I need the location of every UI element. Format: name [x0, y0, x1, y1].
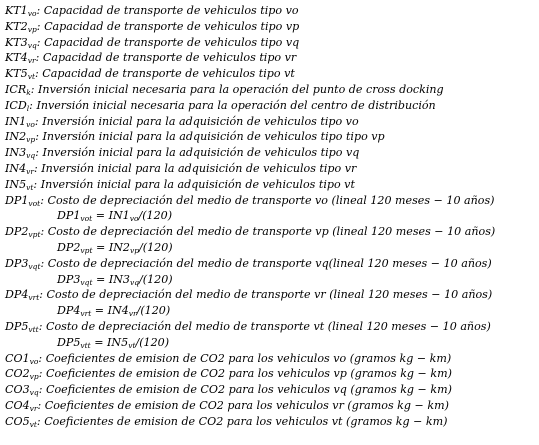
definition-line — [5, 399, 449, 412]
separator: : — [33, 162, 42, 175]
separator: : — [30, 83, 39, 96]
separator: : — [38, 351, 46, 365]
definition-text: Coeficientes de emision de CO2 para los vehiculos vq (gramos kg − km) — [45, 383, 452, 397]
separator: : — [40, 193, 48, 207]
operand-subscript: vq — [130, 277, 140, 287]
definition-text: Inversión inicial para la adquisición de vehiculos tipo vo — [42, 114, 359, 128]
variable-subscript: vp — [26, 135, 36, 145]
variable-symbol: ICR — [5, 83, 27, 96]
variable-subscript: vrt — [80, 309, 92, 319]
definition-line — [5, 83, 444, 96]
separator: = — [90, 335, 108, 349]
variable-subscript: vr — [27, 56, 36, 66]
definition-text: Inversión inicial para la adquisición de vehiculos tipo vt — [40, 177, 355, 191]
variable-subscript: k — [26, 88, 31, 97]
variable-symbol: DP1 — [5, 193, 29, 207]
definition-line — [5, 146, 359, 159]
variable-subscript: vq — [27, 40, 37, 50]
variable-symbol: DP1 — [57, 209, 81, 223]
variable-symbol: IN3 — [5, 146, 27, 160]
separator: = — [92, 241, 109, 254]
definition-line — [5, 288, 492, 301]
definition-text: Capacidad de transporte de vehiculos tipo vt — [42, 67, 295, 81]
variable-symbol: DP2 — [5, 225, 29, 239]
separator: = — [92, 209, 109, 223]
definition-line — [5, 352, 451, 365]
variable-symbol: DP3 — [5, 256, 29, 270]
definition-text: Coeficientes de emision de CO2 para los vehiculos vp (gramos kg − km) — [45, 367, 452, 381]
definition-line — [5, 367, 452, 380]
separator: : — [36, 414, 45, 428]
variable-subscript: vot — [28, 198, 41, 208]
definition-text: Coeficientes de emision de CO2 para los vehiculos vt (gramos kg − km) — [44, 414, 448, 428]
variable-subscript: vr — [29, 404, 38, 413]
operand-subscript: vp — [130, 246, 140, 255]
variable-symbol: KT2 — [5, 19, 28, 33]
separator: : — [33, 177, 41, 191]
variable-symbol: ICD — [5, 98, 27, 112]
variable-symbol: KT1 — [5, 4, 28, 17]
separator: : — [38, 320, 46, 333]
definition-line — [5, 67, 295, 80]
formula-divisor: /(120) — [135, 335, 170, 349]
definition-text: Inversión inicial necesaria para la operación del punto de cross docking — [38, 83, 444, 96]
variable-subscript: vp — [29, 372, 39, 382]
variable-subscript: vqt — [28, 261, 41, 271]
definition-text: Costo de depreciación del medio de transporte vp (lineal 120 meses − 10 años) — [47, 225, 496, 239]
definition-line — [5, 4, 299, 17]
definition-text: Capacidad de transporte de vehiculos tipo vo — [43, 4, 299, 17]
separator: : — [29, 98, 37, 112]
variable-subscript: vtt — [28, 325, 39, 334]
variable-symbol: DP2 — [57, 241, 81, 254]
variable-symbol: KT5 — [5, 67, 28, 81]
separator: : — [36, 35, 45, 49]
definition-line — [5, 320, 491, 333]
formula-operand: IN1 — [108, 209, 130, 223]
variable-symbol: CO5 — [5, 414, 30, 428]
definition-line — [5, 415, 448, 428]
variable-symbol: CO4 — [5, 399, 30, 412]
definition-line — [5, 36, 299, 49]
variable-subscript: vt — [27, 72, 36, 82]
definition-text: Costo de depreciación del medio de transporte vr (lineal 120 meses − 10 años) — [46, 288, 493, 302]
variable-subscript: vot — [80, 214, 93, 224]
definition-line — [5, 257, 492, 270]
definition-text: Inversión inicial necesaria para la operación del centro de distribución — [36, 98, 436, 112]
separator: = — [92, 272, 109, 286]
separator: : — [36, 19, 45, 33]
operand-subscript: vt — [128, 340, 136, 350]
separator: : — [39, 288, 47, 302]
separator: : — [35, 146, 43, 160]
definition-line — [5, 162, 356, 175]
formula-divisor: /(120) — [139, 272, 173, 286]
definition-line — [5, 225, 495, 238]
variable-symbol: CO2 — [5, 367, 30, 381]
definition-text: Capacidad de transporte de vehiculos tipo vr — [42, 51, 297, 65]
variable-subscript: vo — [27, 9, 37, 18]
definition-text: Coeficientes de emision de CO2 para los vehiculos vo (gramos kg − km) — [45, 351, 452, 365]
variable-symbol: IN5 — [5, 177, 27, 191]
variable-subscript: vt — [26, 182, 34, 192]
variable-subscript: vq — [26, 151, 36, 161]
formula-line — [57, 241, 173, 254]
variable-symbol: KT3 — [5, 35, 28, 49]
formula-operand: IN2 — [108, 241, 130, 254]
separator: : — [35, 130, 43, 144]
definition-text: Costo de depreciación del medio de transporte vq(lineal 120 meses − 10 años) — [47, 256, 492, 270]
variable-subscript: vt — [29, 419, 37, 429]
formula-divisor: /(120) — [136, 304, 171, 318]
separator: : — [37, 399, 45, 412]
definition-text: Coeficientes de emision de CO2 para los vehiculos vr (gramos kg − km) — [44, 399, 449, 412]
variable-symbol: IN2 — [5, 130, 27, 144]
formula-line — [57, 273, 173, 286]
formula-line — [57, 304, 170, 317]
definition-text: Capacidad de transporte de vehiculos tipo vq — [44, 35, 300, 49]
formula-operand: IN4 — [107, 304, 129, 318]
separator: : — [40, 225, 48, 239]
variable-symbol: CO3 — [5, 383, 30, 397]
definition-line — [5, 178, 355, 191]
definition-text: Inversión inicial para la adquisición de vehiculos tipo vr — [41, 162, 357, 175]
separator: = — [91, 304, 108, 318]
operand-subscript: vr — [128, 309, 137, 319]
formula-line — [57, 336, 169, 349]
definition-line — [5, 99, 436, 112]
definition-line — [5, 20, 299, 33]
definition-text: Capacidad de transporte de vehiculos tipo vp — [44, 19, 300, 33]
variable-symbol: DP5 — [5, 320, 29, 333]
formula-divisor: /(120) — [139, 241, 173, 254]
operand-subscript: vo — [129, 214, 139, 224]
definition-text: Inversión inicial para la adquisición de vehiculos tipo vq — [42, 146, 360, 160]
variable-symbol: KT4 — [5, 51, 28, 65]
definition-line — [5, 115, 359, 128]
variable-subscript: vo — [26, 119, 35, 129]
variable-subscript: l — [26, 103, 30, 113]
separator: : — [35, 51, 43, 65]
separator: : — [36, 4, 44, 17]
variable-symbol: CO1 — [5, 351, 30, 365]
variable-subscript: vr — [26, 167, 34, 176]
definition-line — [5, 194, 495, 207]
definition-line — [5, 51, 296, 64]
variable-subscript: vq — [29, 388, 39, 398]
formula-operand: IN3 — [108, 272, 130, 286]
variable-subscript: vtt — [80, 340, 91, 350]
variable-symbol: DP3 — [57, 272, 81, 286]
formula-divisor: /(120) — [138, 209, 173, 223]
variable-subscript: vpt — [28, 230, 41, 240]
variable-symbol: DP5 — [57, 335, 81, 349]
definition-line — [5, 130, 385, 143]
variable-subscript: vrt — [28, 293, 40, 303]
separator: : — [38, 383, 46, 397]
variable-subscript: vqt — [80, 277, 93, 287]
separator: : — [38, 367, 46, 381]
variable-symbol: IN4 — [5, 162, 27, 175]
separator: : — [35, 67, 43, 81]
separator: : — [34, 114, 43, 128]
definition-text: Costo de depreciación del medio de transporte vt (lineal 120 meses − 10 años) — [45, 320, 491, 333]
variable-symbol: IN1 — [5, 114, 27, 128]
formula-line — [57, 209, 172, 222]
variable-subscript: vpt — [80, 246, 93, 255]
definition-text: Costo de depreciación del medio de transporte vo (lineal 120 meses − 10 años) — [47, 193, 495, 207]
variable-subscript: vo — [29, 356, 39, 366]
variable-subscript: vp — [27, 24, 37, 34]
separator: : — [40, 256, 48, 270]
definition-text: Inversión inicial para la adquisición de vehiculos tipo tipo vp — [42, 130, 385, 144]
formula-operand: IN5 — [107, 335, 129, 349]
definition-line — [5, 383, 452, 396]
variable-symbol: DP4 — [57, 304, 81, 318]
variable-symbol: DP4 — [5, 288, 29, 302]
